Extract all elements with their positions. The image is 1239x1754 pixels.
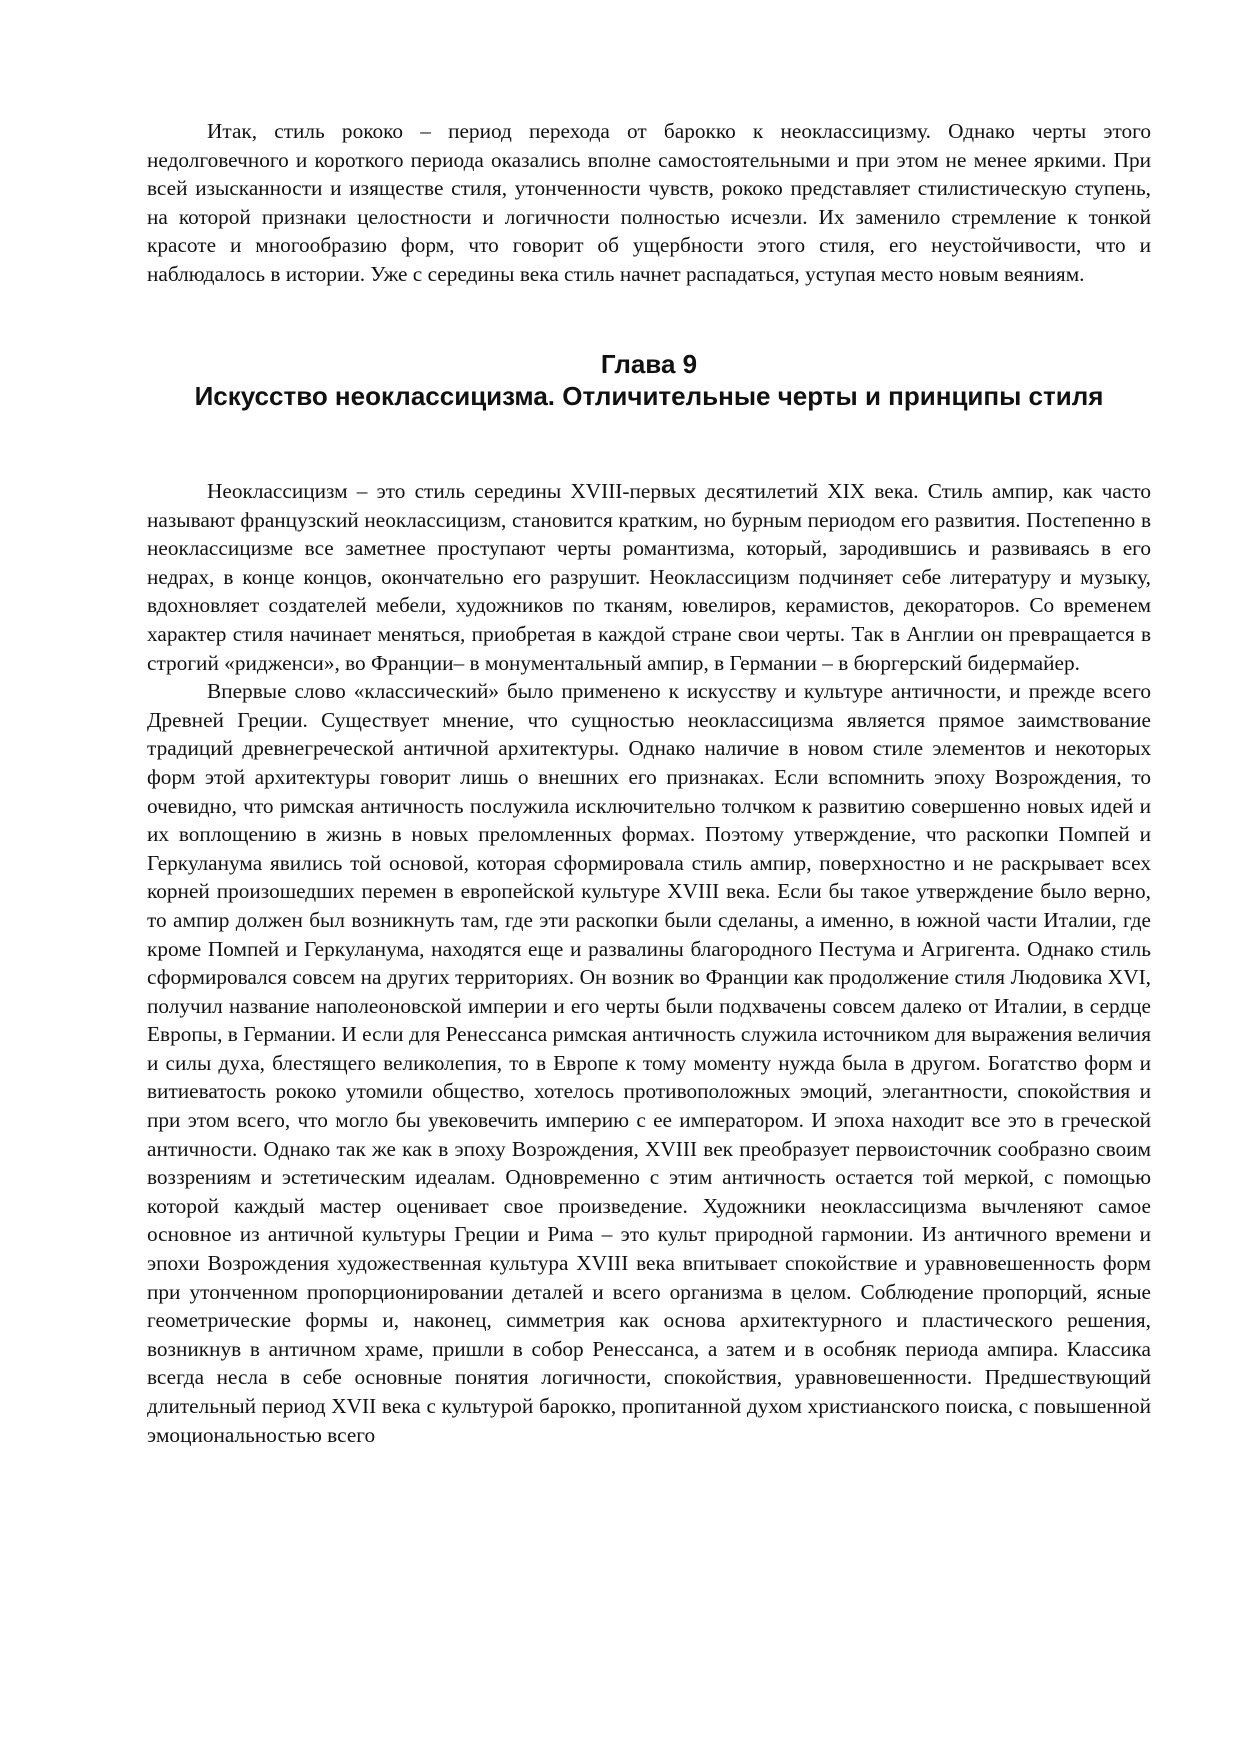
intro-paragraph: Итак, стиль рококо – период перехода от барокко к неоклассицизму. Однако черты этого недолговечного и короткого периода оказались вполне самостоятельными и при этом не менее яркими. При всей изысканности и изяществе стиля, утонченности чувств, рококо представляет стилистическую ступень, на которой признаки целостности и логичности полностью исчезли. Их заменило стремление к тонкой красоте и многообразию форм, что говорит об ущербности этого стиля, его неустойчивости, что и наблюдалось в истории. Уже с середины века стиль начнет распадаться, уступая место новым веяниям. xyxy=(147,119,1151,286)
chapter-body xyxy=(147,477,1151,1449)
chapter-title: Искусство неоклассицизма. Отличительные черты и принципы стиля xyxy=(194,381,1104,411)
body-paragraph: Впервые слово «классический» было применено к искусству и культуре античности, и прежде всего Древней Греции. Существует мнение, что сущностью неоклассицизма является прямое заимствование традиций древнегреческой античной архитектуры. Однако наличие в новом стиле элементов и некоторых форм этой архитектуры говорит лишь о внешних его признаках. Если вспомнить эпоху Возрождения, то очевидно, что римская античность послужила исключительно толчком к развитию совершенно новых идей и их воплощению в жизнь в новых преломленных формах. Поэтому утверждение, что раскопки Помпей и Геркуланума явились той основой, которая сформировала стиль ампир, поверхностно и не раскрывает всех корней произошедших перемен в европейской культуре XVIII века. Если бы такое утверждение было верно, то ампир должен был возникнуть там, где эти раскопки были сделаны, а именно, в южной части Италии, где кроме Помпей и Геркуланума, находятся еще и развалины благородного Пестума и Агригента. Однако стиль сформировался совсем на других территориях. Он возник во Франции как продолжение стиля Людовика XVI, получил название наполеоновской империи и его черты были подхвачены совсем далеко от Италии, в сердце Европы, в Германии. И если для Ренессанса римская античность служила источником для выражения величия и силы духа, блестящего великолепия, то в Европе к тому моменту нужда была в другом. Богатство форм и витиеватость рококо утомили общество, хотелось противоположных эмоций, элегантности, спокойствия и при этом всего, что могло бы увековечить империю с ее императором. И эпоха находит все это в греческой античности. Однако так же как в эпоху Возрождения, XVIII век преобразует первоисточник сообразно своим воззрениям и эстетическим идеалам. Одновременно с этим античность остается той меркой, с помощью которой каждый мастер оценивает свое произведение. Художники неоклассицизма вычленяют самое основное из античной культуры Греции и Рима – это культ природной гармонии. Из античного времени и эпохи Возрождения художественная культура XVIII века впитывает спокойствие и уравновешенность форм при утонченном пропорционировании деталей и всего организма в целом. Соблюдение пропорций, ясные геометрические формы и, наконец, симметрия как основа архитектурного и пластического решения, возникнув в античном храме, пришли в собор Ренессанса, а затем и в особняк периода ампира. Классика всегда несла в себе основные понятия логичности, спокойствия, уравновешенности. Предшествующий длительный период XVII века с культурой барокко, пропитанной духом христианского поиска, с повышенной эмоциональностью всего xyxy=(147,679,1151,1447)
chapter-heading xyxy=(147,348,1151,412)
body-paragraph: Неоклассицизм – это стиль середины XVIII-первых десятилетий XIX века. Стиль ампир, как часто называют французский неоклассицизм, становится кратким, но бурным периодом его развития. Постепенно в неоклассицизме все заметнее проступают черты романтизма, который, зародившись и развиваясь в его недрах, в конце концов, окончательно его разрушит. Неоклассицизм подчиняет себе литературу и музыку, вдохновляет создателей мебели, художников по тканям, ювелиров, керамистов, декораторов. Со временем характер стиля начинает меняться, приобретая в каждой стране свои черты. Так в Англии он превращается в строгий «ридженси», во Франции– в монументальный ампир, в Германии – в бюргерский бидермайер. xyxy=(147,479,1151,675)
intro-section xyxy=(147,117,1151,289)
chapter-label: Глава 9 xyxy=(600,349,698,379)
